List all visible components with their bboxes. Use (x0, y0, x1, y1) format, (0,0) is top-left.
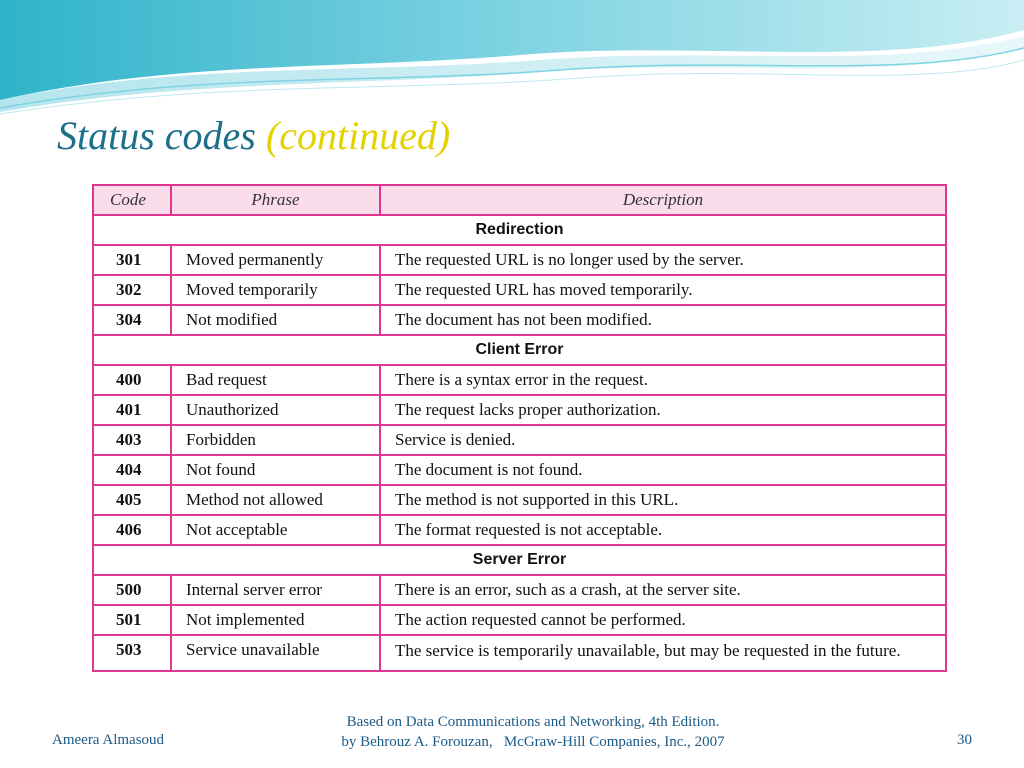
table-row (93, 245, 946, 275)
slide-title-continued: (continued) (265, 113, 451, 158)
column-header-phrase: Phrase (171, 185, 380, 215)
status-description: The requested URL has moved temporarily. (380, 275, 946, 305)
table-row (93, 425, 946, 455)
section-row-redirection (93, 215, 946, 245)
status-phrase: Not implemented (171, 605, 380, 635)
table-row (93, 605, 946, 635)
table-row (93, 275, 946, 305)
status-phrase: Method not allowed (171, 485, 380, 515)
footer-source-line-1: Based on Data Communications and Networking, 4th Edition. (346, 714, 720, 730)
section-row-server-error (93, 545, 946, 575)
status-description: The requested URL is no longer used by the server. (380, 245, 946, 275)
footer-source (300, 712, 766, 752)
slide-title-main: Status codes (57, 113, 256, 158)
status-code: 406 (93, 515, 171, 545)
column-header-code: Code (93, 185, 171, 215)
section-label: Client Error (93, 335, 946, 365)
status-phrase: Not found (171, 455, 380, 485)
status-code: 404 (93, 455, 171, 485)
status-phrase: Forbidden (171, 425, 380, 455)
status-description: The document has not been modified. (380, 305, 946, 335)
status-code: 503 (93, 635, 171, 671)
status-phrase: Internal server error (171, 575, 380, 605)
status-description: There is a syntax error in the request. (380, 365, 946, 395)
status-code: 501 (93, 605, 171, 635)
status-description: The action requested cannot be performed. (380, 605, 946, 635)
table-row (93, 635, 946, 671)
table-row (93, 575, 946, 605)
status-phrase: Unauthorized (171, 395, 380, 425)
status-code: 401 (93, 395, 171, 425)
status-phrase: Bad request (171, 365, 380, 395)
section-label: Redirection (93, 215, 946, 245)
status-description: The format requested is not acceptable. (380, 515, 946, 545)
status-code: 500 (93, 575, 171, 605)
status-code: 405 (93, 485, 171, 515)
table-row (93, 515, 946, 545)
status-code: 400 (93, 365, 171, 395)
status-code: 302 (93, 275, 171, 305)
status-description: There is an error, such as a crash, at the server site. (380, 575, 946, 605)
status-description: The service is temporarily unavailable, but may be requested in the future. (380, 635, 946, 671)
section-label: Server Error (93, 545, 946, 575)
status-phrase: Not modified (171, 305, 380, 335)
table-row (93, 365, 946, 395)
status-description: The document is not found. (380, 455, 946, 485)
footer-author: Ameera Almasoud (52, 732, 165, 748)
status-phrase: Moved permanently (171, 245, 380, 275)
status-codes-table (92, 184, 947, 672)
table-row (93, 305, 946, 335)
table-header-row (93, 185, 946, 215)
status-description: Service is denied. (380, 425, 946, 455)
slide-title (57, 108, 450, 164)
status-phrase: Not acceptable (171, 515, 380, 545)
column-header-description: Description (380, 185, 946, 215)
section-row-client-error (93, 335, 946, 365)
status-code: 304 (93, 305, 171, 335)
status-phrase: Service unavailable (171, 635, 380, 671)
status-code: 301 (93, 245, 171, 275)
table-row (93, 455, 946, 485)
table-row (93, 485, 946, 515)
header-wave-decoration (0, 0, 1024, 120)
status-code: 403 (93, 425, 171, 455)
table-row (93, 395, 946, 425)
status-phrase: Moved temporarily (171, 275, 380, 305)
page-number: 30 (957, 732, 972, 748)
status-description: The request lacks proper authorization. (380, 395, 946, 425)
status-description: The method is not supported in this URL. (380, 485, 946, 515)
footer-source-line-2: by Behrouz A. Forouzan, McGraw-Hill Companies, Inc., 2007 (341, 734, 725, 750)
